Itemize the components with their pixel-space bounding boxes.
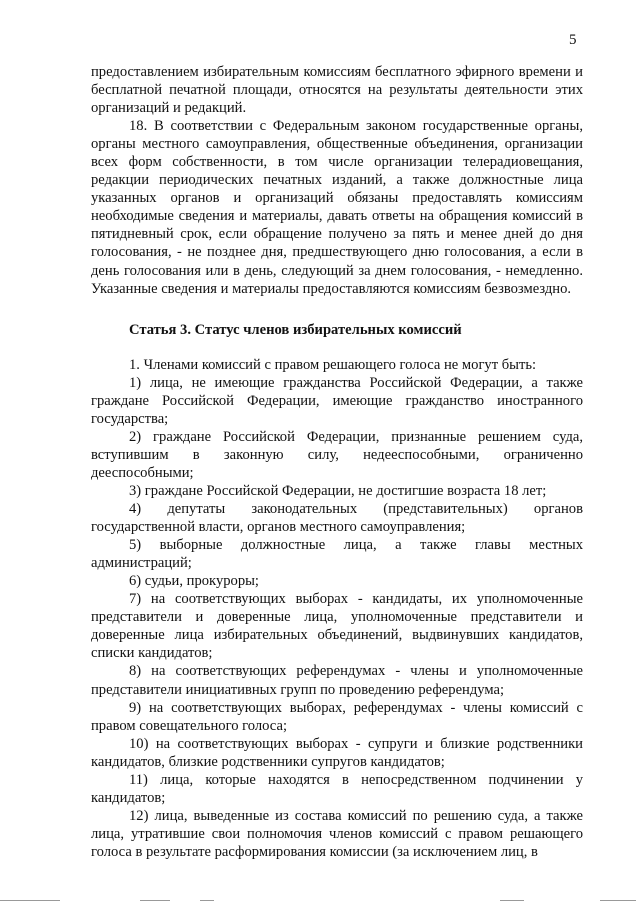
article-list-item: 10) на соответствующих выборах - супруги и близкие родственники кандидатов, близкие родственники супругов кандидатов; bbox=[91, 735, 583, 770]
article-list-item: 2) граждане Российской Федерации, признанные решением суда, вступившим в законную силу, недееспособными, ограниченно дееспособными; bbox=[91, 428, 583, 481]
article-list-item: 4) депутаты законодательных (представительных) органов государственной власти, органов местного самоуправления; bbox=[91, 501, 583, 536]
article-body bbox=[91, 356, 583, 861]
article-heading: Статья 3. Статус членов избирательных комиссий bbox=[129, 321, 462, 338]
article-list-item: 12) лица, выведенные из состава комиссий по решению суда, а также лица, утратившие свои полномочия членов комиссий с правом решающего голоса в результате расформирования комиссии (за исключением лиц, в bbox=[91, 807, 583, 860]
page-number: 5 bbox=[569, 32, 577, 48]
article-list-item: 8) на соответствующих референдумах - члены и уполномоченные представители инициативных групп по проведению референдума; bbox=[91, 663, 583, 698]
scan-artifact bbox=[200, 900, 214, 901]
article-list-item: 7) на соответствующих выборах - кандидаты, их уполномоченные представители и доверенные лица, уполномоченные представители и доверенные лица избирательных объединений, выдвинувших кандидатов, списки кандидатов; bbox=[91, 591, 583, 662]
scan-artifact bbox=[500, 900, 524, 901]
article-list-item: 9) на соответствующих выборах, референдумах - члены комиссий с правом совещательного голоса; bbox=[91, 699, 583, 734]
article-paragraph: 1. Членами комиссий с правом решающего голоса не могут быть: bbox=[129, 356, 537, 373]
document-body bbox=[91, 63, 583, 861]
article-list-item: 11) лица, которые находятся в непосредственном подчинении у кандидатов; bbox=[91, 771, 583, 806]
scan-artifact bbox=[140, 900, 170, 901]
article-list-item: 3) граждане Российской Федерации, не достигшие возраста 18 лет; bbox=[129, 482, 547, 499]
scan-artifact bbox=[0, 900, 60, 901]
article-list-item: 1) лица, не имеющие гражданства Российской Федерации, а также граждане Российской Федерации, имеющие гражданство иностранного государства; bbox=[91, 374, 583, 427]
article-list-item: 5) выборные должностные лица, а также главы местных администраций; bbox=[91, 537, 583, 572]
paragraph-continuation: предоставлением избирательным комиссиям бесплатного эфирного времени и бесплатной печатной площади, относятся на результаты деятельности этих организаций и редакций. bbox=[91, 64, 583, 117]
scan-artifact bbox=[600, 900, 636, 901]
article-list-item: 6) судьи, прокуроры; bbox=[129, 573, 259, 590]
paragraph-item-18: 18. В соответствии с Федеральным законом государственные органы, органы местного самоуправления, общественные объединения, организации всех форм собственности, в том числе организации телерадиовещания, редакции периодических печатных изданий, а также должностные лица указанных органов и организаций обязаны предоставлять комиссиям необходимые сведения и материалы, давать ответы на обращения комиссий в пятидневный срок, если обращение получено за пять и менее дней до дня голосования, - не позднее дня, предшествующего дню голосования, а если в день голосования или в день, следующий за днем голосования, - немедленно. Указанные сведения и материалы предоставляются комиссиям безвозмездно. bbox=[91, 118, 583, 297]
